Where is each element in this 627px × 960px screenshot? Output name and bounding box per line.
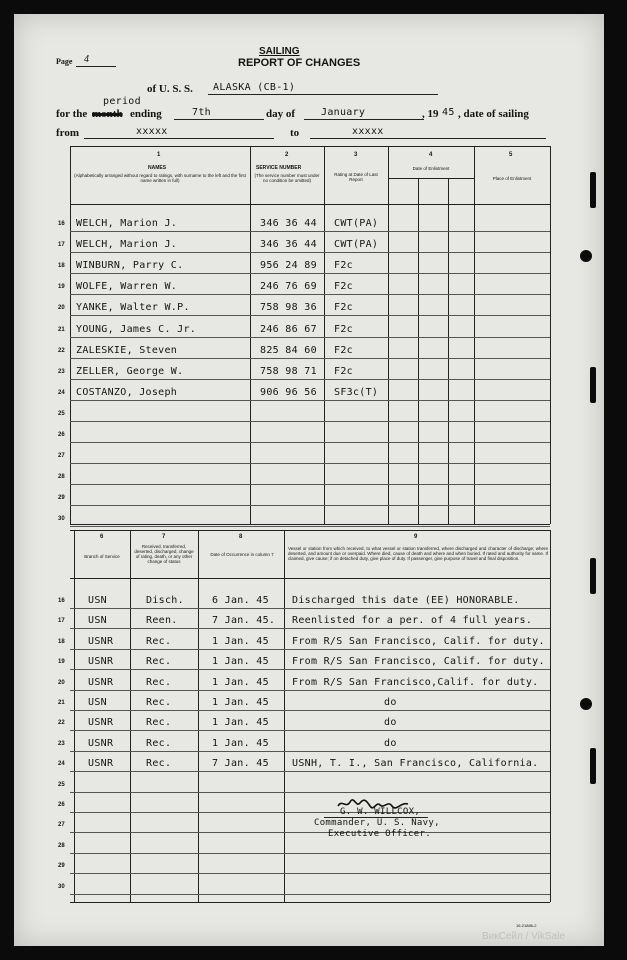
- change-of-status: Rec.: [146, 656, 172, 667]
- row-number: 26: [58, 802, 65, 808]
- to-label: to: [290, 127, 300, 139]
- rating: F2c: [334, 366, 353, 377]
- col-header-branch: Branch of Service: [84, 554, 120, 559]
- row-number: 19: [58, 284, 65, 290]
- document-page: [14, 14, 604, 946]
- rating: CWT(PA): [334, 239, 379, 250]
- remarks: USNH, T. I., San Francisco, California.: [292, 758, 539, 769]
- ship-name: ALASKA (CB-1): [213, 82, 296, 93]
- change-of-status: Rec.: [146, 697, 172, 708]
- row-number: 29: [58, 863, 65, 869]
- row-number: 16: [58, 598, 65, 604]
- col-header-date: Date of Occurrence in column 7: [210, 552, 274, 557]
- rating: F2c: [334, 260, 353, 271]
- col-num-1: 1: [157, 152, 161, 158]
- row-number: 21: [58, 700, 65, 706]
- row-number: 27: [58, 822, 65, 828]
- branch-of-service: USNR: [88, 717, 114, 728]
- change-of-status: Rec.: [146, 677, 172, 688]
- crew-name: ZALESKIE, Steven: [76, 345, 178, 356]
- row-number: 27: [58, 453, 65, 459]
- service-number: 906 96 56: [260, 387, 317, 398]
- row-number: 30: [58, 884, 65, 890]
- change-of-status: Rec.: [146, 738, 172, 749]
- branch-of-service: USNR: [88, 636, 114, 647]
- row-number: 22: [58, 720, 65, 726]
- rating: F2c: [334, 302, 353, 313]
- rating: F2c: [334, 345, 353, 356]
- year-value: 45: [442, 107, 455, 118]
- row-number: 24: [58, 390, 65, 396]
- branch-of-service: USN: [88, 615, 107, 626]
- branch-of-service: USNR: [88, 656, 114, 667]
- signature-title: Commander, U. S. Navy,: [314, 818, 440, 828]
- occurrence-date: 1 Jan. 45: [212, 677, 269, 688]
- rating: SF3c(T): [334, 387, 379, 398]
- from-label: from: [56, 127, 80, 139]
- to-value: xxxxx: [352, 126, 384, 137]
- col-header-enlist-place: Place of Enlistment: [492, 176, 532, 181]
- remarks: From R/S San Francisco, Calif. for duty.: [292, 656, 545, 667]
- remarks: From R/S San Francisco, Calif. for duty.: [292, 636, 545, 647]
- row-number: 20: [58, 305, 65, 311]
- occurrence-date: 1 Jan. 45: [212, 656, 269, 667]
- ending-label: ending: [130, 108, 162, 120]
- row-number: 25: [58, 782, 65, 788]
- from-value: xxxxx: [136, 126, 168, 137]
- row-number: 17: [58, 242, 65, 248]
- service-number: 758 98 71: [260, 366, 317, 377]
- col-header-service: SERVICE NUMBER: [256, 165, 302, 171]
- row-number: 23: [58, 741, 65, 747]
- row-number: 29: [58, 495, 65, 501]
- change-of-status: Rec.: [146, 717, 172, 728]
- change-of-status: Rec.: [146, 636, 172, 647]
- struck-month: month: [92, 108, 123, 120]
- row-number: 22: [58, 348, 65, 354]
- col-num-5: 5: [509, 152, 513, 158]
- of-uss-label: of U. S. S.: [147, 83, 193, 95]
- watermark: ВикСейл / VikSale: [482, 931, 565, 942]
- row-number: 24: [58, 761, 65, 767]
- page-title: REPORT OF CHANGES: [238, 57, 361, 69]
- branch-of-service: USNR: [88, 677, 114, 688]
- col-header-names: NAMES: [148, 165, 167, 171]
- col-header-change: Received, transferred, deserted, discharged, change of rating, death, or any other change of status: [134, 544, 194, 564]
- col-num-3: 3: [354, 152, 358, 158]
- change-of-status: Disch.: [146, 595, 184, 606]
- service-number: 246 86 67: [260, 324, 317, 335]
- branch-of-service: USN: [88, 595, 107, 606]
- change-of-status: Rec.: [146, 758, 172, 769]
- remarks: Discharged this date (EE) HONORABLE.: [292, 595, 520, 606]
- signature-name: G. W. WILLCOX,: [340, 807, 421, 817]
- page-label: Page: [56, 57, 73, 66]
- signature-role: Executive Officer.: [328, 829, 431, 839]
- row-number: 20: [58, 680, 65, 686]
- period-word: period: [103, 96, 141, 107]
- remarks: do: [384, 717, 397, 728]
- crew-name: WELCH, Marion J.: [76, 239, 178, 250]
- crew-name: COSTANZO, Joseph: [76, 387, 178, 398]
- form-code: 16-21886-2: [516, 923, 537, 928]
- rating: CWT(PA): [334, 218, 379, 229]
- col-num-8: 8: [239, 534, 243, 540]
- row-number: 26: [58, 432, 65, 438]
- rating: F2c: [334, 281, 353, 292]
- month-value: January: [321, 107, 366, 118]
- row-number: 28: [58, 474, 65, 480]
- row-number: 25: [58, 411, 65, 417]
- service-number: 758 98 36: [260, 302, 317, 313]
- occurrence-date: 1 Jan. 45: [212, 717, 269, 728]
- rating: F2c: [334, 324, 353, 335]
- punch-hole-lower: [580, 698, 592, 710]
- remarks: From R/S San Francisco,Calif. for duty.: [292, 677, 539, 688]
- col-num-2: 2: [285, 152, 289, 158]
- page-number: 4: [84, 54, 89, 65]
- col-header-rating: Rating at Date of Last Report: [334, 172, 378, 182]
- service-number: 825 84 60: [260, 345, 317, 356]
- day-value: 7th: [192, 107, 211, 118]
- remarks: do: [384, 738, 397, 749]
- binder-clip-bottom: [590, 748, 596, 784]
- binder-clip-middle: [590, 367, 596, 403]
- branch-of-service: USNR: [88, 738, 114, 749]
- row-number: 21: [58, 327, 65, 333]
- col-num-4: 4: [429, 152, 433, 158]
- day-of-label: day of: [266, 108, 296, 120]
- service-number: 956 24 89: [260, 260, 317, 271]
- occurrence-date: 1 Jan. 45: [212, 738, 269, 749]
- branch-of-service: USNR: [88, 758, 114, 769]
- binder-clip-lower: [590, 558, 596, 594]
- service-number: 346 36 44: [260, 218, 317, 229]
- occurrence-date: 6 Jan. 45: [212, 595, 269, 606]
- row-number: 23: [58, 369, 65, 375]
- service-number: 346 36 44: [260, 239, 317, 250]
- occurrence-date: 1 Jan. 45: [212, 697, 269, 708]
- row-number: 17: [58, 618, 65, 624]
- row-number: 16: [58, 221, 65, 227]
- change-of-status: Reen.: [146, 615, 178, 626]
- col-num-9: 9: [414, 534, 418, 540]
- remarks: do: [384, 697, 397, 708]
- row-number: 18: [58, 263, 65, 269]
- row-number: 30: [58, 516, 65, 522]
- remarks: Reenlisted for a per. of 4 full years.: [292, 615, 533, 626]
- row-number: 19: [58, 659, 65, 665]
- service-number: 246 76 69: [260, 281, 317, 292]
- binder-clip-top: [590, 172, 596, 208]
- col-num-7: 7: [162, 534, 166, 540]
- punch-hole: [580, 250, 592, 262]
- for-the-label: for the: [56, 108, 88, 120]
- col-header-enlist-date: Date of Enlistment: [412, 166, 450, 171]
- crew-name: WINBURN, Parry C.: [76, 260, 184, 271]
- col-sub-service: (The service number must under no condition be omitted): [254, 173, 320, 183]
- date-of-sailing-label: , date of sailing: [458, 108, 529, 120]
- crew-name: ZELLER, George W.: [76, 366, 184, 377]
- occurrence-date: 7 Jan. 45.: [212, 615, 276, 626]
- branch-of-service: USN: [88, 697, 107, 708]
- col-sub-names: (Alphabetically arranged without regard to ratings, with surname to the left and the first name written in full): [74, 173, 246, 183]
- crew-name: WOLFE, Warren W.: [76, 281, 178, 292]
- sailing-heading: SAILING: [259, 46, 300, 57]
- col-num-6: 6: [100, 534, 104, 540]
- row-number: 28: [58, 843, 65, 849]
- crew-name: YANKE, Walter W.P.: [76, 302, 190, 313]
- year-prefix: , 19: [422, 108, 439, 120]
- occurrence-date: 7 Jan. 45: [212, 758, 269, 769]
- crew-name: WELCH, Marion J.: [76, 218, 178, 229]
- col-header-remarks: Vessel or station from which received, to what vessel or station transferred, where discharged and character of discharge; where deserted, and amount due or overpaid. Where died, cause of death and where and when buried. If rated and authority for same. If claimed, give cause; if on detached duty, give place of duty. If passenger, give purpose of travel and final disposition.: [288, 546, 548, 561]
- crew-name: YOUNG, James C. Jr.: [76, 324, 197, 335]
- row-number: 18: [58, 639, 65, 645]
- occurrence-date: 1 Jan. 45: [212, 636, 269, 647]
